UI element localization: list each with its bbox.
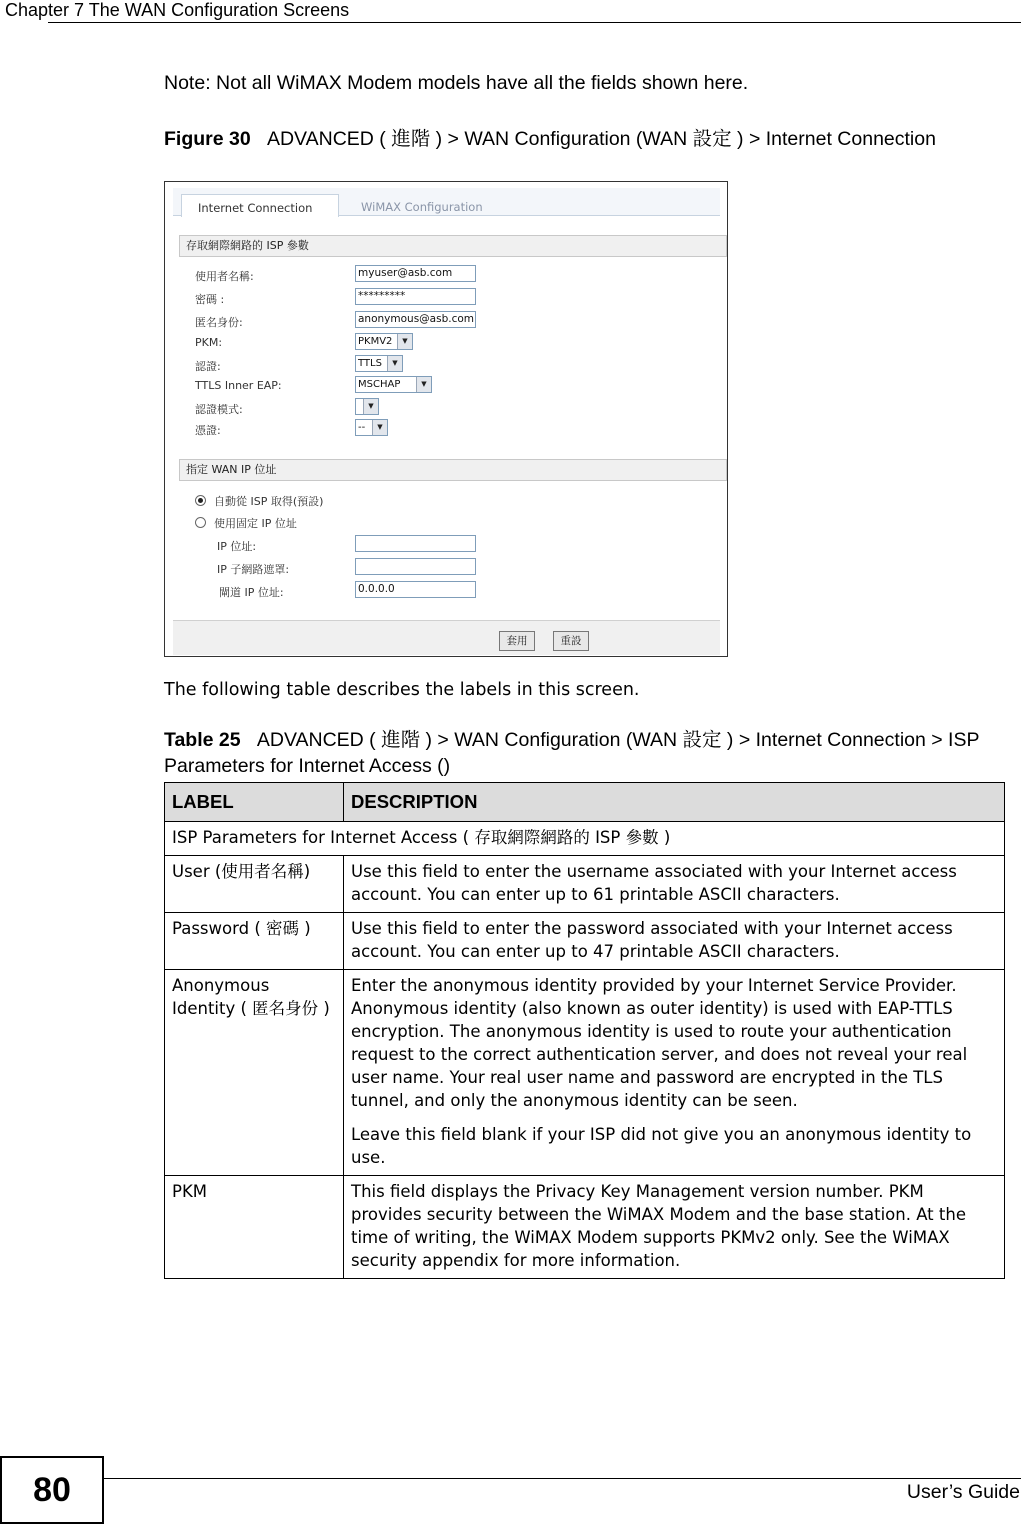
chevron-down-icon: ▼: [416, 377, 431, 392]
certificate-value: --: [358, 422, 366, 433]
wan-section-title: 指定 WAN IP 位址: [179, 459, 727, 481]
figure-caption-text: ADVANCED ( 進階 ) > WAN Configuration (WAN 設定 ) > Internet Connection: [266, 128, 936, 150]
reset-button[interactable]: 重設: [553, 631, 589, 651]
row-description: Use this field to enter the username associated with your Internet access account. You can enter up to 61 printable ASCII characters.: [344, 856, 1005, 913]
certificate-select[interactable]: [355, 419, 388, 436]
screenshot-panel: [164, 181, 728, 657]
radio-auto-label: 自動從 ISP 取得(預設): [214, 495, 324, 508]
isp-section-title: 存取網際網路的 ISP 參數: [179, 235, 727, 257]
pkm-label: PKM:: [195, 336, 223, 349]
col-description-header: DESCRIPTION: [344, 783, 1005, 822]
chevron-down-icon: ▼: [372, 420, 387, 435]
row-description: Use this field to enter the password associated with your Internet access account. You can enter up to 47 printable ASCII characters.: [344, 913, 1005, 970]
row-label: Password ( 密碼 ): [165, 913, 344, 970]
table-section-row: [165, 822, 1005, 856]
radio-static-row[interactable]: [195, 515, 297, 531]
chevron-down-icon: ▼: [397, 334, 412, 349]
gateway-label: 閘道 IP 位址:: [219, 586, 284, 599]
radio-selected-icon[interactable]: [195, 495, 206, 506]
table-caption: [164, 727, 1014, 779]
password-input[interactable]: *********: [355, 288, 476, 305]
auth-select-value: TTLS: [358, 358, 382, 369]
gateway-input[interactable]: 0.0.0.0: [355, 581, 476, 598]
password-label: 密碼 :: [195, 293, 225, 306]
ttls-inner-eap-select[interactable]: [355, 376, 432, 393]
header-rule: [48, 22, 1021, 23]
description-table: [164, 782, 1005, 1279]
note-text: Note: Not all WiMAX Modem models have all the fields shown here.: [164, 72, 749, 94]
figure-label: Figure 30: [164, 128, 251, 150]
row-description-p2: Leave this field blank if your ISP did not give you an anonymous identity to use.: [351, 1125, 972, 1167]
auth-mode-select[interactable]: [355, 398, 379, 415]
tab-internet-connection[interactable]: Internet Connection: [181, 194, 339, 223]
tab-wimax-configuration[interactable]: WiMAX Configuration: [361, 200, 483, 214]
radio-unselected-icon[interactable]: [195, 517, 206, 528]
button-bar: [173, 620, 720, 655]
auth-select[interactable]: [355, 355, 403, 372]
row-description: [344, 970, 1005, 1176]
ip-address-label: IP 位址:: [217, 540, 257, 553]
table-label: Table 25: [164, 729, 241, 751]
subnet-mask-label: IP 子網路遮罩:: [217, 563, 290, 576]
table-row: [165, 970, 1005, 1176]
footer-rule: [104, 1478, 1021, 1479]
table-caption-text: ADVANCED ( 進階 ) > WAN Configuration (WAN 設定 ) > Internet Connection > ISP Parameters for Internet Access (): [164, 729, 980, 777]
pkm-select[interactable]: [355, 333, 413, 350]
pkm-select-value: PKMV2: [358, 336, 393, 347]
table-row: [165, 913, 1005, 970]
row-label: User (使用者名稱): [165, 856, 344, 913]
certificate-label: 憑證:: [195, 424, 221, 437]
form-content: [173, 217, 720, 625]
chapter-title: Chapter 7 The WAN Configuration Screens: [5, 0, 350, 20]
ttls-inner-eap-value: MSCHAP: [358, 379, 401, 390]
page-number: 80: [0, 1456, 104, 1524]
table-row: [165, 856, 1005, 913]
user-label: 使用者名稱:: [195, 270, 254, 283]
footer-guide: User’s Guide: [906, 1481, 1020, 1503]
ttls-inner-eap-label: TTLS Inner EAP:: [195, 379, 282, 392]
row-label: PKM: [165, 1176, 344, 1279]
ip-address-input[interactable]: [355, 535, 476, 552]
row-description-p1: Enter the anonymous identity provided by your Internet Service Provider. Anonymous identity (also known as outer identity) is used with EAP-TTLS encryption. The anonymous identity is used to route your authentication request to the correct authentication server, and does not reveal your real user name. Your real user name and password are encrypted in the TLS tunnel, and only the anonymous identity can be seen.: [351, 976, 968, 1110]
anon-identity-input[interactable]: anonymous@asb.com: [355, 311, 476, 328]
section-row-text: ISP Parameters for Internet Access ( 存取網際網路的 ISP 參數 ): [165, 822, 1005, 856]
radio-auto-row[interactable]: [195, 493, 323, 509]
table-row: [165, 1176, 1005, 1279]
radio-static-label: 使用固定 IP 位址: [214, 517, 297, 530]
auth-mode-label: 認證模式:: [195, 403, 243, 416]
row-label: Anonymous Identity ( 匿名身份 ): [165, 970, 344, 1176]
chevron-down-icon: ▼: [387, 356, 402, 371]
user-input[interactable]: myuser@asb.com: [355, 265, 476, 282]
intro-text: The following table describes the labels in this screen.: [164, 680, 640, 700]
apply-button[interactable]: 套用: [499, 631, 535, 651]
chevron-down-icon: ▼: [363, 399, 378, 414]
col-label-header: LABEL: [165, 783, 344, 822]
auth-label: 認證:: [195, 360, 221, 373]
anon-identity-label: 匿名身份:: [195, 316, 243, 329]
figure-caption: [164, 126, 964, 152]
tab-bar: [173, 188, 720, 216]
row-description: This field displays the Privacy Key Management version number. PKM provides security between the WiMAX Modem and the base station. At the time of writing, the WiMAX Modem supports PKMv2 only. See the WiMAX security appendix for more information.: [344, 1176, 1005, 1279]
subnet-mask-input[interactable]: [355, 558, 476, 575]
table-header-row: [165, 783, 1005, 822]
